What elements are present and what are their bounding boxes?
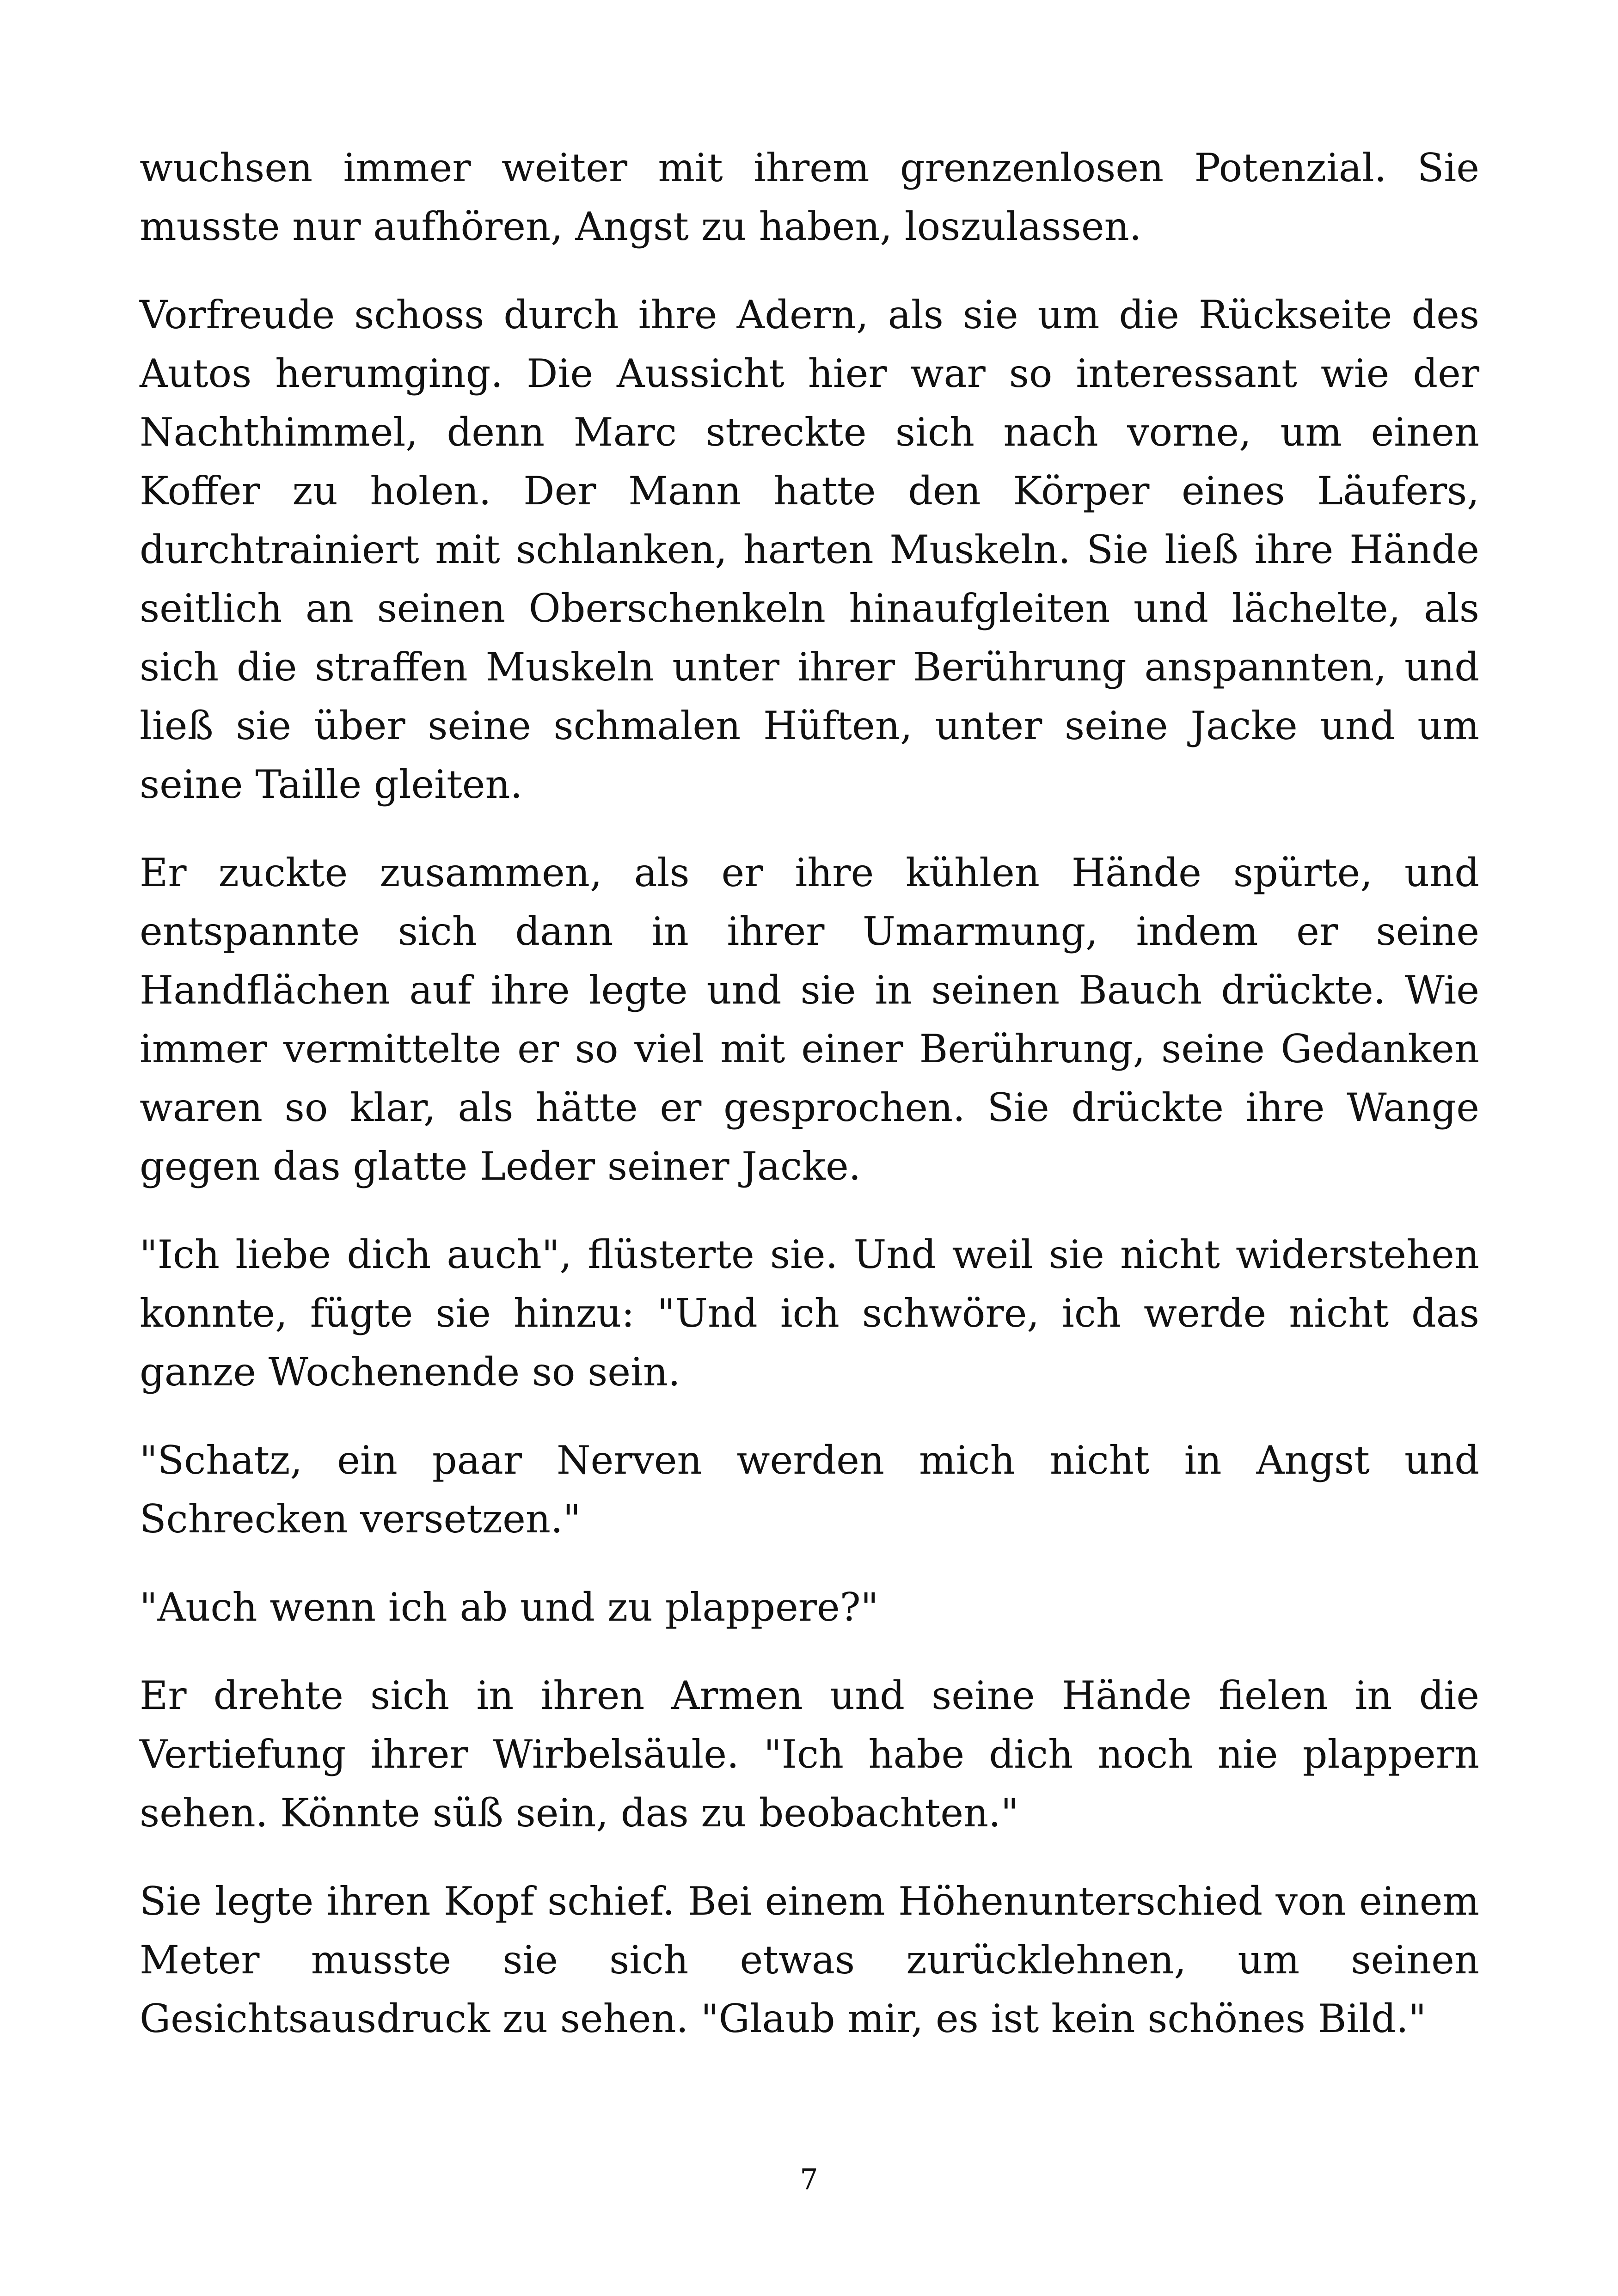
paragraph-5: "Schatz, ein paar Nerven werden mich nicht in Angst und Schrecken versetzen."	[140, 1438, 1479, 1542]
page-number: 7	[800, 2162, 818, 2196]
paragraph-6: "Auch wenn ich ab und zu plappere?"	[140, 1585, 879, 1630]
paragraph-4: "Ich liebe dich auch", flüsterte sie. Und weil sie nicht widerstehen konnte, fügte sie hinzu: "Und ich schwöre, ich werde nicht das ganze Wochenende so sein.	[140, 1232, 1479, 1395]
paragraph-8: Sie legte ihren Kopf schief. Bei einem Höhenunterschied von einem Meter musste sie sich etwas zurücklehnen, um seinen Gesichtsausdruck zu sehen. "Glaub mir, es ist kein schönes Bild."	[140, 1879, 1479, 2041]
paragraph-3: Er zuckte zusammen, als er ihre kühlen Hände spürte, und entspannte sich dann in ihrer Umarmung, indem er seine Handflächen auf ihre legte und sie in seinen Bauch drückte. Wie immer vermittelte er so viel mit einer Berührung, seine Gedanken waren so klar, als hätte er gesprochen. Sie drückte ihre Wange gegen das glatte Leder seiner Jacke.	[140, 850, 1479, 1189]
paragraph-1: wuchsen immer weiter mit ihrem grenzenlosen Potenzial. Sie musste nur aufhören, Angst zu haben, loszulassen.	[140, 145, 1479, 249]
body-text	[140, 139, 1479, 2078]
paragraph-2: Vorfreude schoss durch ihre Adern, als sie um die Rückseite des Autos herumging. Die Aussicht hier war so interessant wie der Nachthimmel, denn Marc streckte sich nach vorne, um einen Koffer zu holen. Der Mann hatte den Körper eines Läufers, durchtrainiert mit schlanken, harten Muskeln. Sie ließ ihre Hände seitlich an seinen Oberschenkeln hinaufgleiten und lächelte, als sich die straffen Muskeln unter ihrer Berührung anspannten, und ließ sie über seine schmalen Hüften, unter seine Jacke und um seine Taille gleiten.	[140, 292, 1479, 807]
paragraph-7: Er drehte sich in ihren Armen und seine Hände fielen in die Vertiefung ihrer Wirbelsäule. "Ich habe dich noch nie plappern sehen. Könnte süß sein, das zu beobachten."	[140, 1673, 1479, 1836]
